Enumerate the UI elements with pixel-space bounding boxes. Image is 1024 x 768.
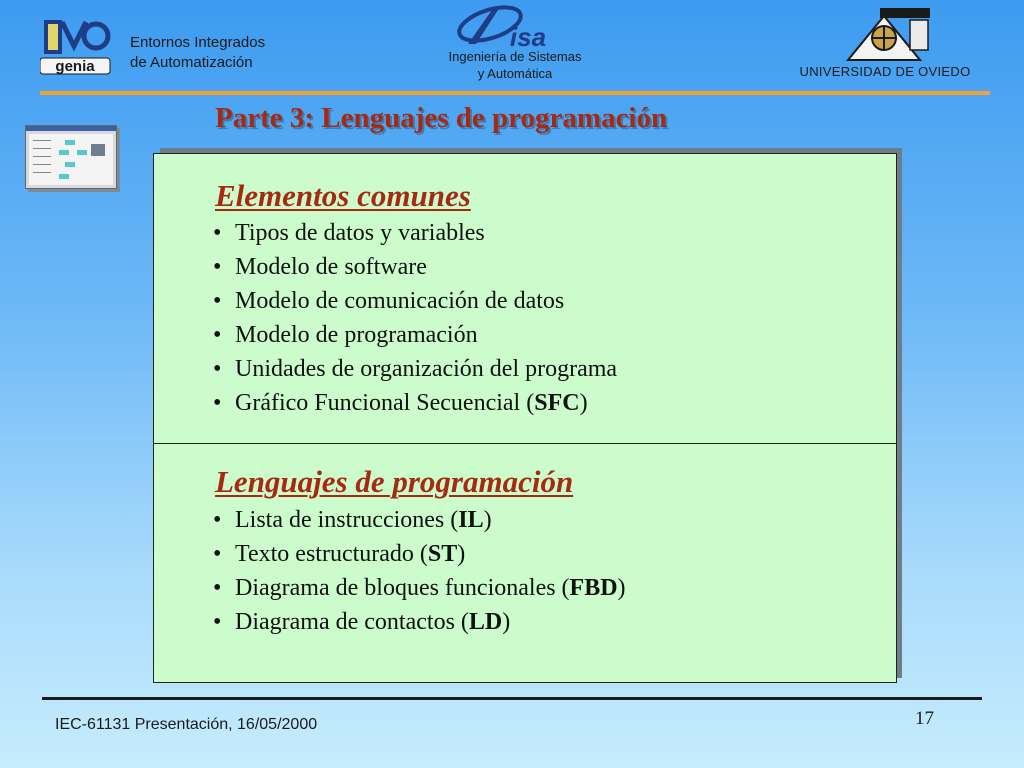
footer-rule bbox=[42, 697, 982, 700]
svg-text:genia: genia bbox=[55, 58, 95, 75]
list-item: • Modelo de programación bbox=[213, 322, 478, 348]
list-item: • Unidades de organización del programa bbox=[213, 356, 618, 382]
list-item: • Diagrama de bloques funcionales (FBD) bbox=[213, 575, 626, 601]
list-item: • Diagrama de contactos (LD) bbox=[213, 609, 511, 635]
panel-divider bbox=[153, 443, 897, 444]
university-crest-icon bbox=[840, 4, 936, 62]
isa-caption: Ingeniería de Sistemas y Automática bbox=[448, 49, 582, 81]
section-heading-elementos-comunes: Elementos comunes bbox=[215, 178, 471, 213]
page-number: 17 bbox=[915, 708, 934, 729]
list-item: • Modelo de software bbox=[213, 254, 427, 280]
svg-text:isa: isa bbox=[509, 22, 547, 50]
list-elementos-comunes bbox=[213, 216, 617, 420]
list-item: • Tipos de datos y variables bbox=[213, 220, 485, 246]
header-rule bbox=[40, 91, 990, 95]
university-caption: UNIVERSIDAD DE OVIEDO bbox=[799, 64, 971, 79]
list-item: • Texto estructurado (ST) bbox=[213, 541, 466, 567]
list-item: • Gráfico Funcional Secuencial (SFC) bbox=[213, 390, 588, 416]
list-item: • Lista de instrucciones (IL) bbox=[213, 507, 492, 533]
list-item: • Modelo de comunicación de datos bbox=[213, 288, 565, 314]
footer-text: IEC-61131 Presentación, 16/05/2000 bbox=[55, 716, 318, 733]
section-heading-lenguajes: Lenguajes de programación bbox=[215, 464, 574, 499]
list-lenguajes bbox=[213, 503, 626, 639]
slide-title: Parte 3: Lenguajes de programación bbox=[215, 102, 668, 134]
isa-logo bbox=[448, 4, 568, 50]
genia-caption: Entornos Integrados de Automatización bbox=[130, 34, 266, 71]
genia-logo bbox=[40, 16, 112, 76]
screenshot-thumbnail bbox=[25, 125, 117, 189]
